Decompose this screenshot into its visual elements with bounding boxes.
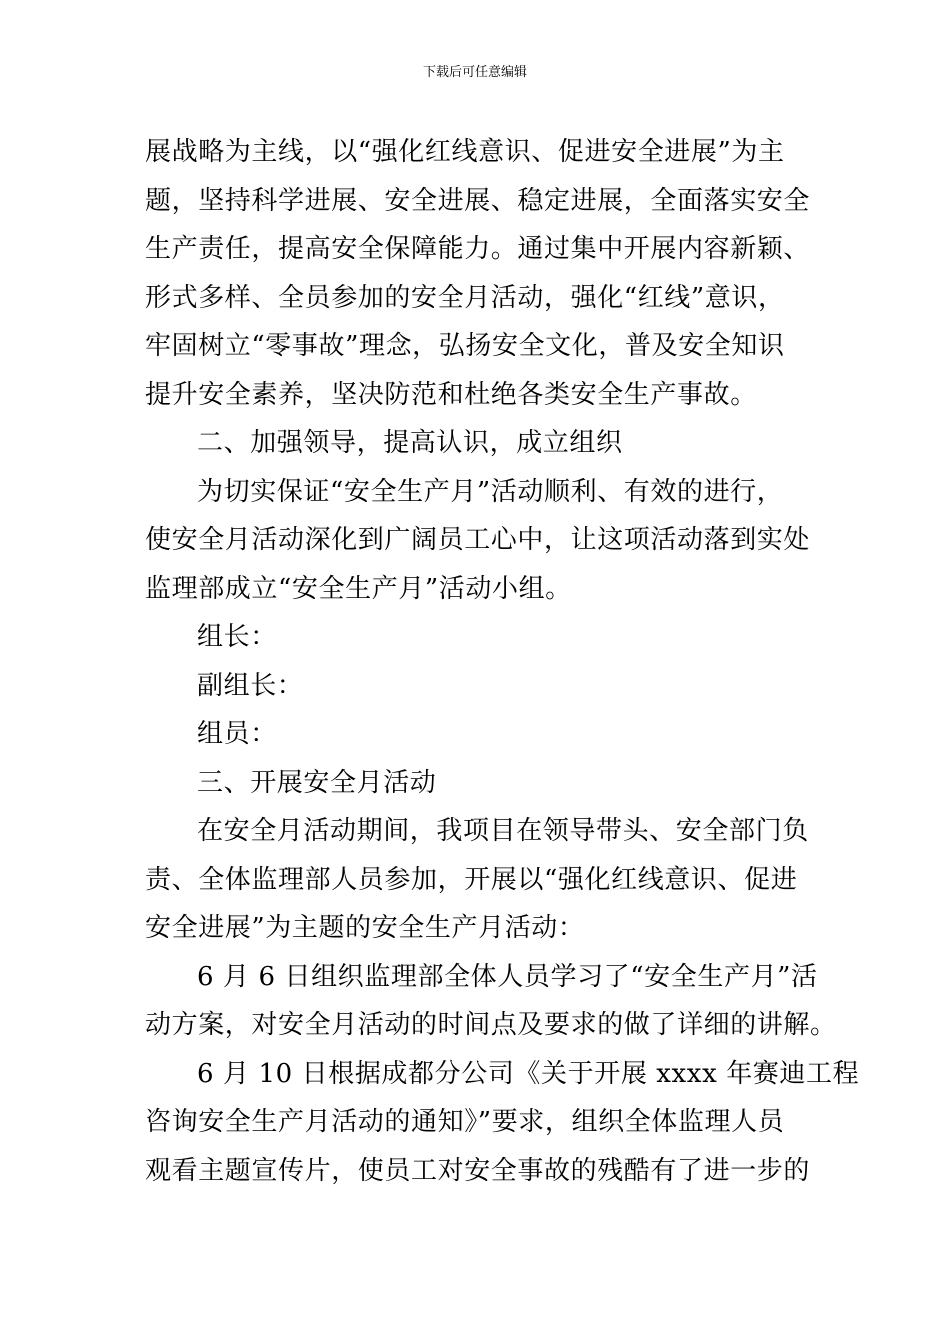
text-line: 形式多样、全员参加的安全月活动，强化“红线”意识，	[145, 282, 785, 313]
text-line: 安全进展”为主题的安全生产月活动：	[145, 913, 585, 943]
text-line: 责、全体监理部人员参加，开展以“强化红线意识、促进	[145, 864, 798, 895]
group-leader-label: 组长：	[197, 622, 277, 652]
text-line: 6 月 10 日根据成都分公司《关于开展 xxxx 年赛迪工程	[197, 1058, 860, 1089]
text-line: 观看主题宣传片，使员工对安全事故的残酷有了进一步的	[145, 1155, 811, 1186]
text-line: 展战略为主线，以“强化红线意识、促进安全进展”为主	[145, 137, 785, 167]
section-heading: 三、开展安全月活动	[197, 767, 437, 798]
page-header: 下载后可任意编辑	[422, 65, 527, 80]
group-member-label: 组员：	[197, 719, 277, 749]
text-line: 使安全月活动深化到广阔员工心中，让这项活动落到实处	[145, 525, 811, 555]
text-line: 在安全月活动期间，我项目在领导带头、安全部门负	[197, 816, 809, 846]
text-line: 为切实保证“安全生产月”活动顺利、有效的进行，	[197, 476, 784, 507]
section-heading: 二、加强领导，提高认识，成立组织	[197, 428, 623, 458]
deputy-leader-label: 副组长：	[197, 670, 304, 701]
text-line: 题，坚持科学进展、安全进展、稳定进展，全面落实安全	[145, 185, 811, 216]
text-line: 动方案，对安全月活动的时间点及要求的做了详细的讲解。	[145, 1010, 837, 1040]
document-body	[145, 128, 860, 1195]
text-line: 咨询安全生产月活动的通知》”要求，组织全体监理人员	[145, 1107, 785, 1137]
text-line: 生产责任，提高安全保障能力。通过集中开展内容新颖、	[145, 234, 811, 264]
text-line: 牢固树立“零事故”理念，弘扬安全文化，普及安全知识	[145, 331, 785, 361]
text-line: 监理部成立“安全生产月”活动小组。	[145, 573, 572, 604]
text-line: 提升安全素养，坚决防范和杜绝各类安全生产事故。	[145, 379, 757, 410]
text-line: 6 月 6 日组织监理部全体人员学习了“安全生产月”活	[197, 961, 818, 992]
